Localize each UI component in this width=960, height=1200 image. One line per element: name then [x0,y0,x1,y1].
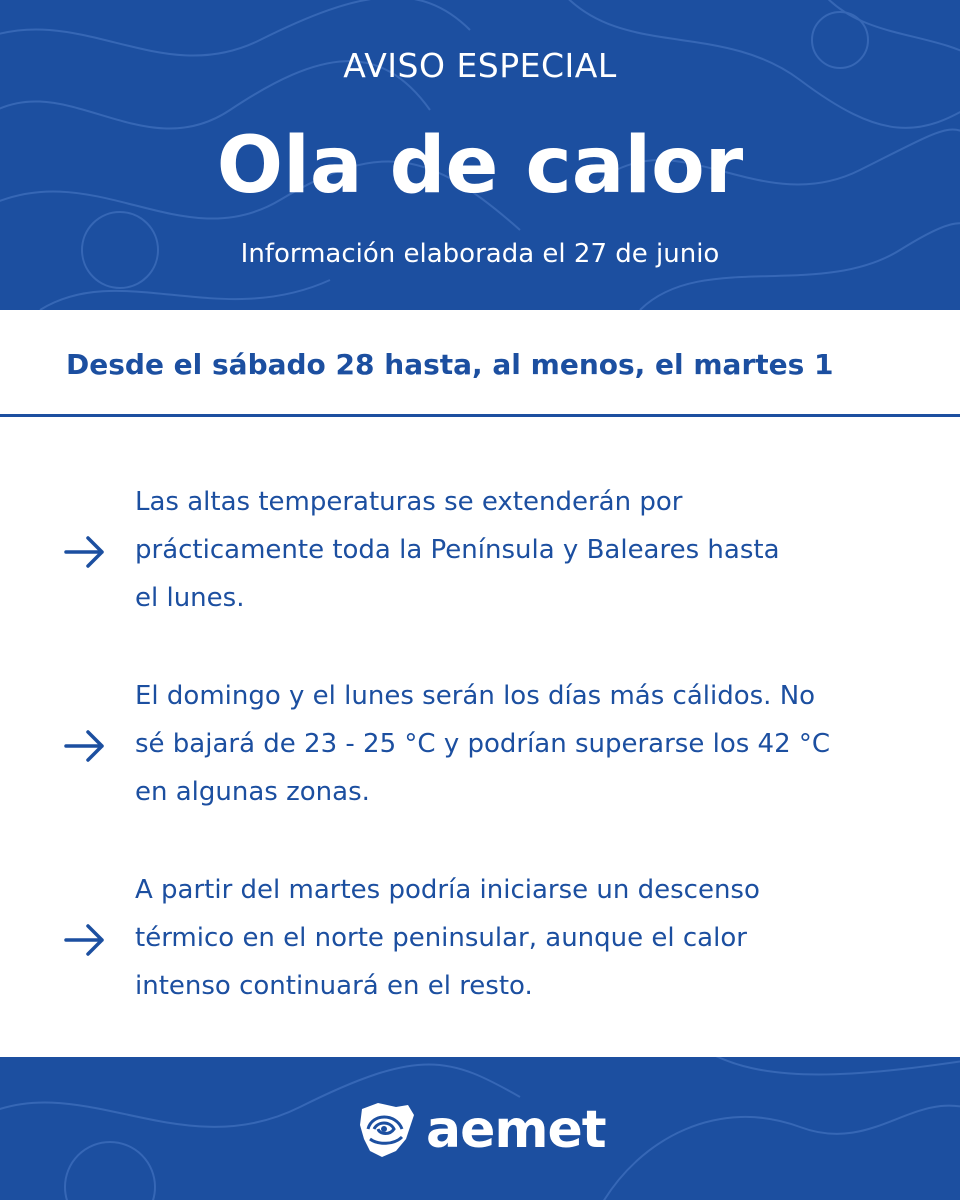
aemet-logo-text: aemet [426,1100,606,1160]
notice-kicker: AVISO ESPECIAL [343,46,617,85]
arrow-right-icon [64,728,108,764]
list-item-text: A partir del martes podría iniciarse un descenso térmico en el norte peninsular, aunque el calor intenso continuará en el resto. [135,875,760,1001]
list-item [0,866,960,1016]
arrow-right-icon [64,534,108,570]
list-item-text: El domingo y el lunes serán los días más cálidos. No sé bajará de 23 - 25 °C y podrían superarse los 42 °C en algunas zonas. [135,681,831,807]
valid-period: Desde el sábado 28 hasta, al menos, el martes 1 [66,348,834,381]
arrow-right-icon [64,922,108,958]
list-item [0,672,960,822]
header-banner [0,0,960,310]
aemet-logo-icon [356,1099,420,1163]
list-item [0,478,960,628]
aemet-logo [356,1099,606,1163]
issued-date: Información elaborada el 27 de junio [240,239,720,269]
footer-banner [0,1057,960,1200]
divider [0,414,960,417]
list-item-text: Las altas temperaturas se extenderán por prácticamente toda la Península y Baleares hasta el lunes. [135,487,780,613]
page-title: Ola de calor [216,121,744,211]
